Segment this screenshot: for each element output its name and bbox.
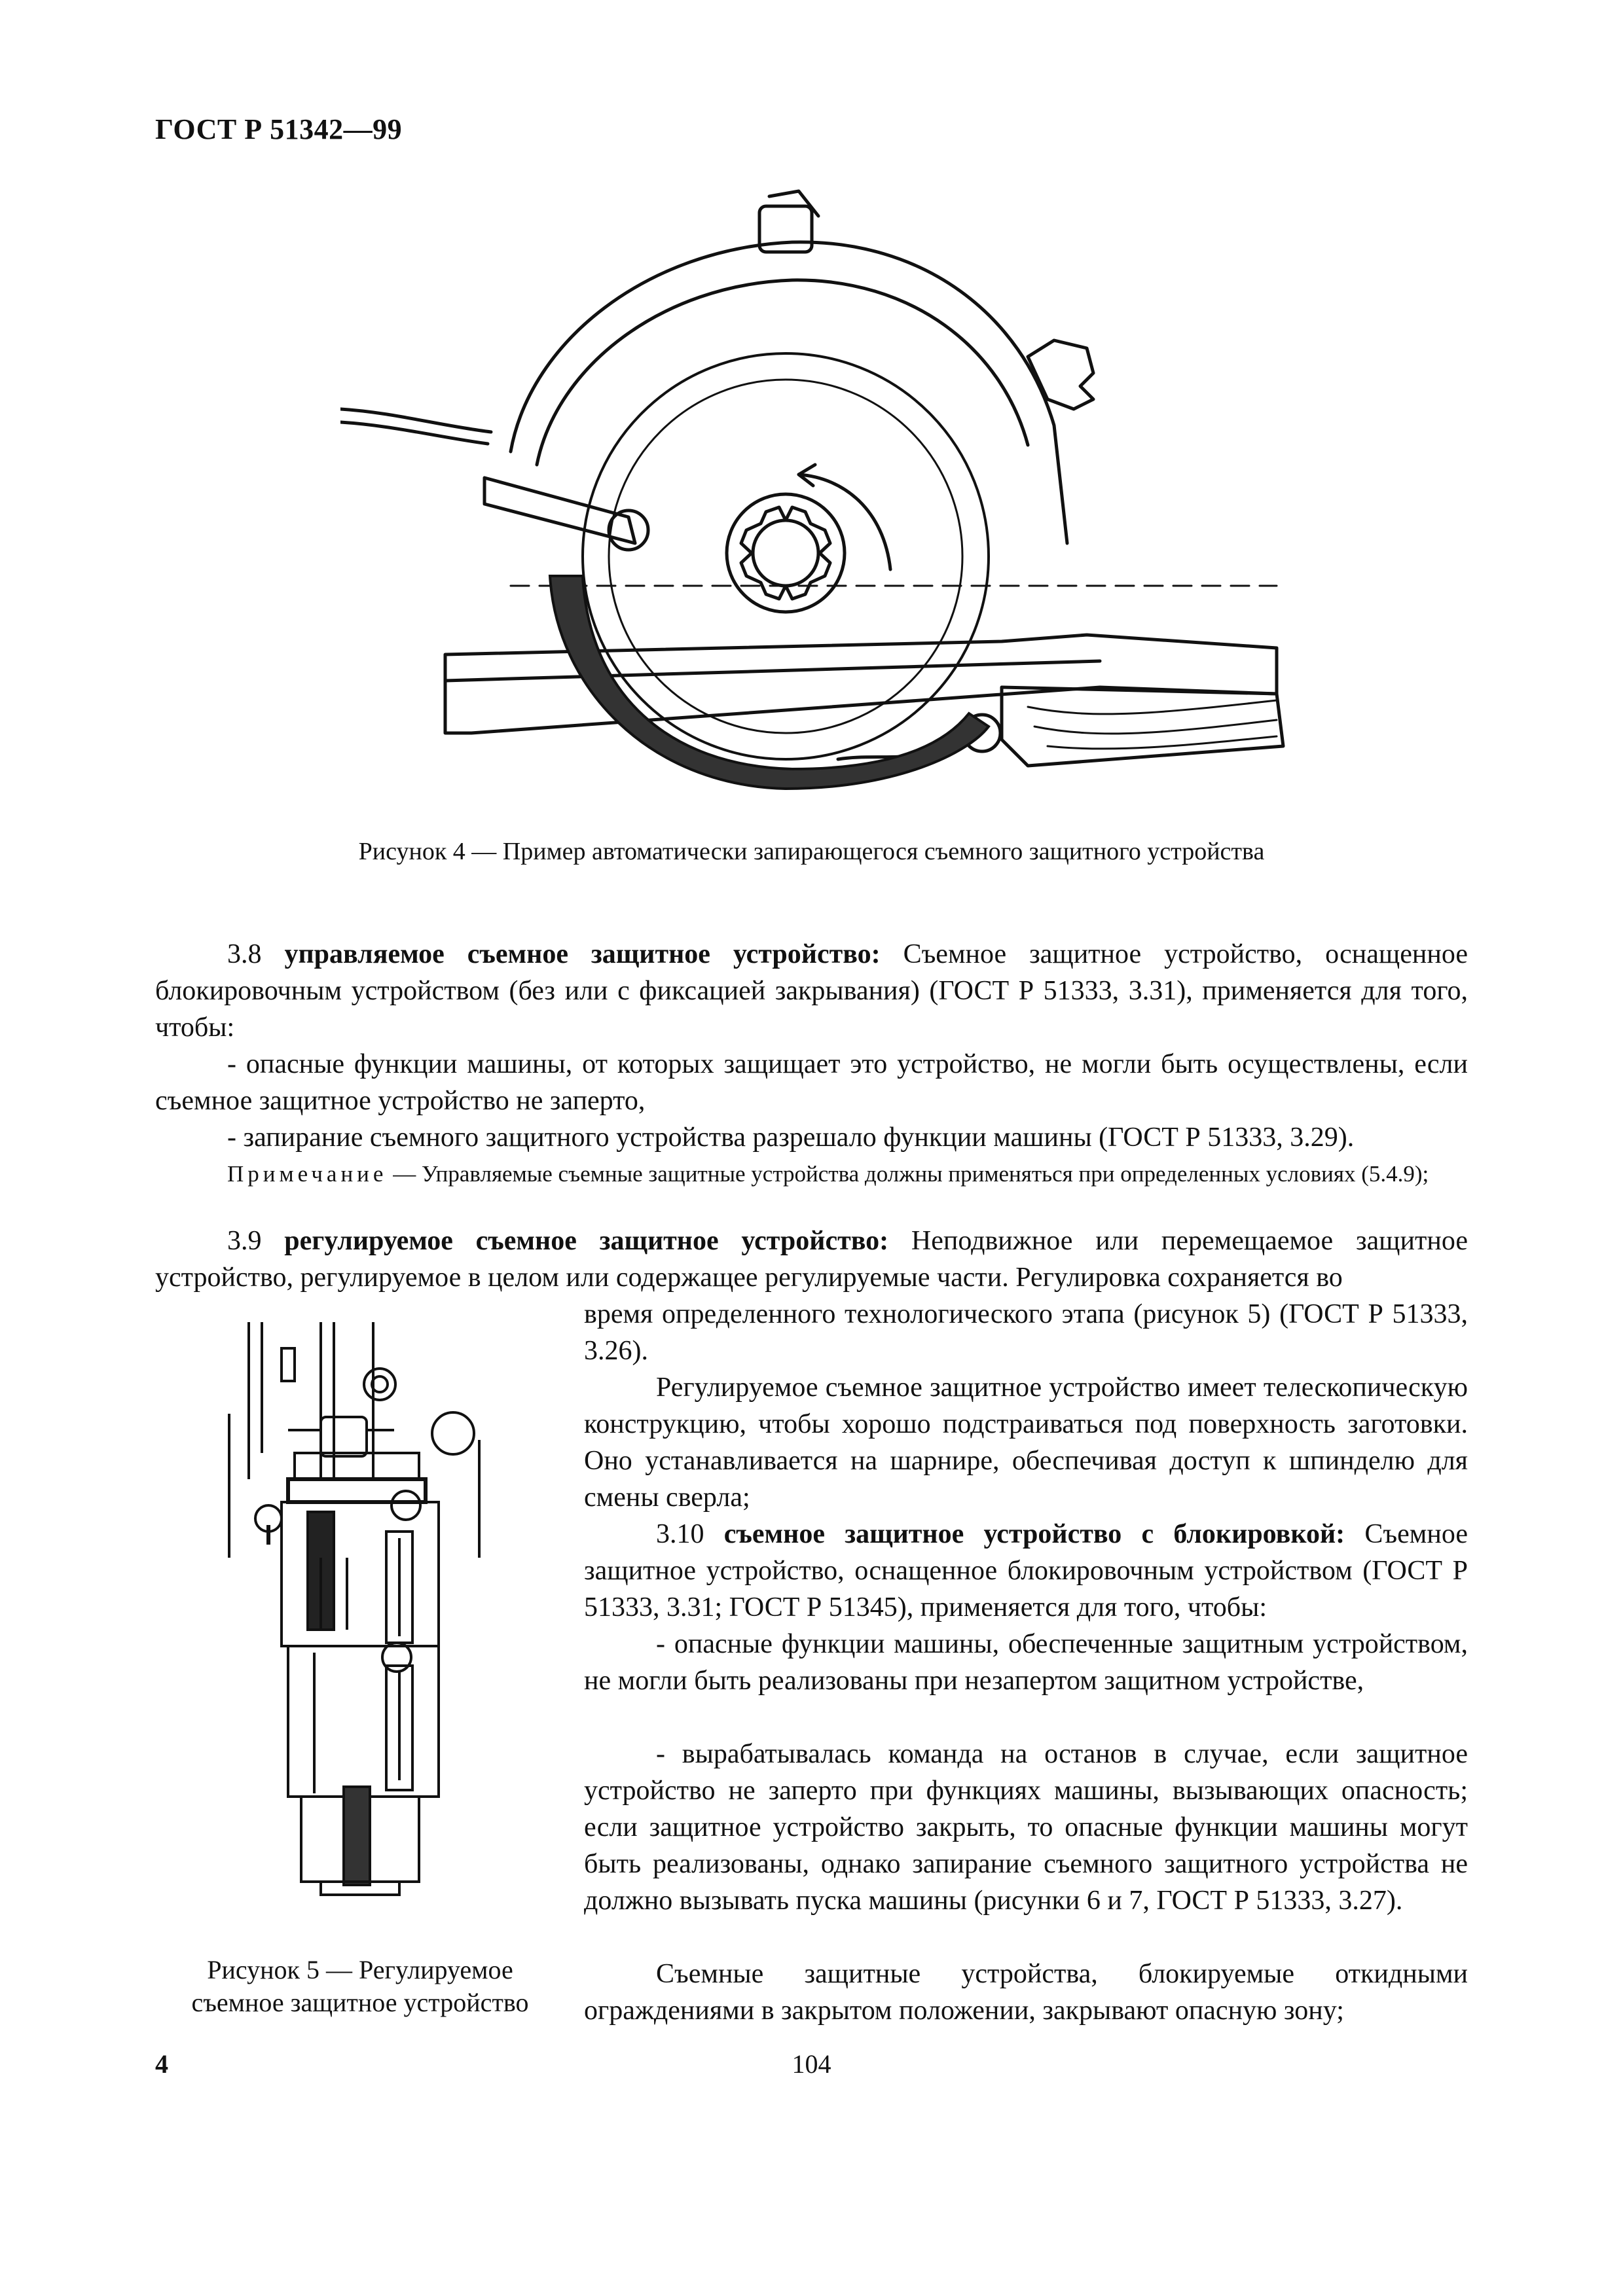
section-3-8-item-2: - запирание съемного защитного устройства разрешало функции машины (ГОСТ Р 51333, 3.29).	[227, 1122, 1355, 1153]
section-3-10-text: Съемное защитное устройство, оснащенное блокировочным устройством (ГОСТ Р 51333, 3.31; ГОСТ Р 51345), применяется для того, чтобы:	[584, 1519, 1468, 1623]
section-3-9	[155, 1223, 1468, 1296]
figure4-caption: Рисунок 4 — Пример автоматически запирающегося съемного защитного устройства	[358, 838, 1265, 865]
section-3-10	[584, 1516, 1468, 1626]
section-3-8-text: Съемное защитное устройство, оснащенное блокировочным устройством (без или с фиксацией закрывания) (ГОСТ Р 51333, 3.31), применяется для того, чтобы:	[155, 939, 1468, 1043]
section-3-8	[155, 936, 1468, 1046]
figure5-adjustable-guard-drawing	[223, 1322, 498, 1950]
section-3-8-item-1: - опасные функции машины, от которых защищает это устройство, не могли быть осуществлены, если съемное защитное устройство не заперто,	[155, 1049, 1468, 1116]
section-3-8-note	[155, 1160, 1468, 1189]
section-3-9-number: 3.9	[227, 1226, 262, 1256]
section-3-10-number: 3.10	[656, 1519, 704, 1549]
figure5-caption-line-2: съемное защитное устройство	[191, 1988, 529, 2017]
figure4-circular-saw-drawing	[340, 177, 1296, 812]
section-3-10-term: съемное защитное устройство с блокировкой:	[723, 1519, 1345, 1549]
section-3-9-continued: время определенного технологического этапа (рисунок 5) (ГОСТ Р 51333, 3.26).	[584, 1299, 1468, 1366]
page-number-global: 104	[792, 2049, 831, 2079]
figure5-caption-line-1: Рисунок 5 — Регулируемое	[207, 1955, 513, 1984]
section-3-10-item-2: - вырабатывалась команда на останов в случае, если защитное устройство не заперто при функциях машины, вызывающих опасность; если защитное устройство закрыть, то опасные функции машины могут быть реализованы, однако запирание съемного защитного устройства не должно вызывать пуска машины (рисунки 6 и 7, ГОСТ Р 51333, 3.27).	[584, 1739, 1468, 1916]
note-label: Примечание	[227, 1161, 388, 1187]
figure5-caption	[157, 1954, 563, 2019]
section-3-9-paragraph-2: Регулируемое съемное защитное устройство имеет телескопическую конструкцию, чтобы хорошо подстраиваться под поверхность заготовки. Оно устанавливается на шарнире, обеспечивая доступ к шпинделю для смены сверла;	[584, 1372, 1468, 1513]
section-3-8-term: управляемое съемное защитное устройство:	[284, 939, 881, 969]
section-3-9-text: Неподвижное или перемещаемое защитное устройство, регулируемое в целом или содержащее регулируемые части. Регулировка сохраняется во	[155, 1226, 1468, 1293]
document-code: ГОСТ Р 51342—99	[155, 113, 403, 145]
page-number-local: 4	[155, 2049, 168, 2079]
section-3-8-number: 3.8	[227, 939, 262, 969]
section-3-10-last-paragraph: Съемные защитные устройства, блокируемые откидными ограждениями в закрытом положении, закрывают опасную зону;	[584, 1959, 1468, 2026]
section-3-9-term: регулируемое съемное защитное устройство:	[284, 1226, 889, 1256]
section-3-10-item-1: - опасные функции машины, обеспеченные защитным устройством, не могли быть реализованы при незапертом защитном устройстве,	[584, 1629, 1468, 1696]
note-text: — Управляемые съемные защитные устройства должны применяться при определенных условиях (5.4.9);	[387, 1161, 1429, 1187]
